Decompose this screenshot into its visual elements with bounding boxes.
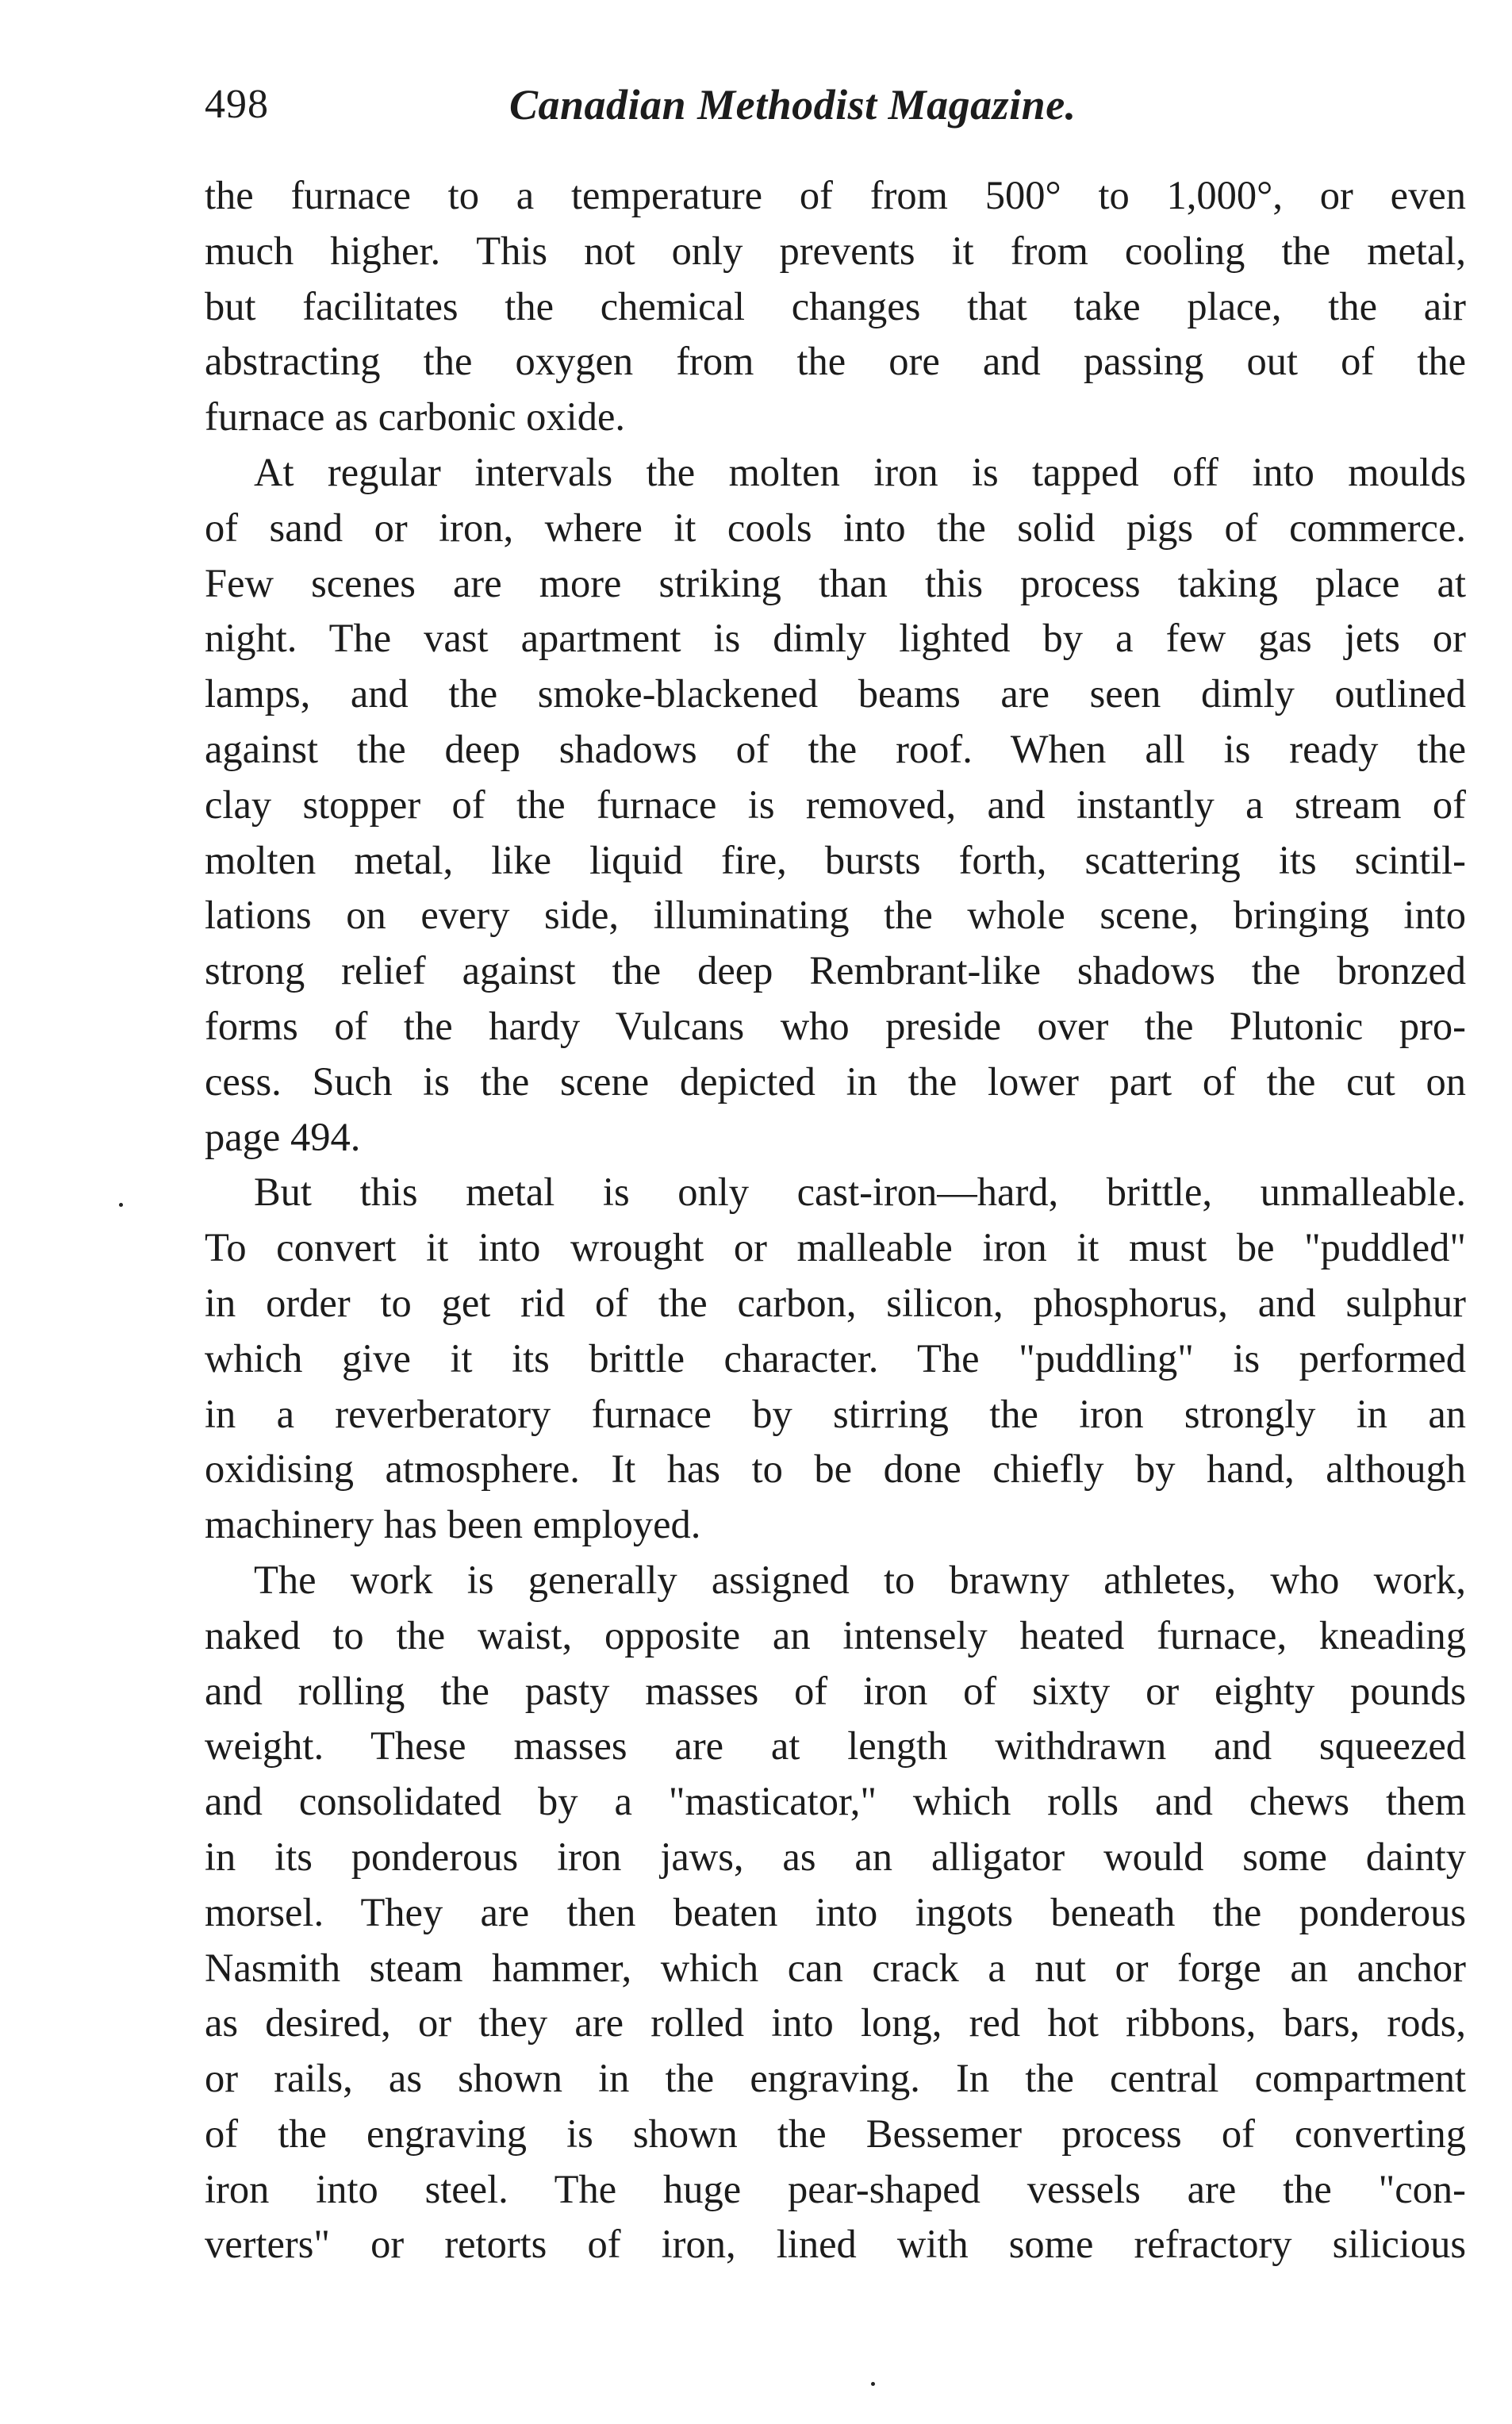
text-line: But this metal is only cast-iron—hard, brittle, unmalleable. <box>254 1170 1466 1215</box>
text-line: against the deep shadows of the roof. When all is ready the <box>205 726 1466 771</box>
text-line: abstracting the oxygen from the ore and passing out of the <box>205 339 1466 384</box>
text-line: molten metal, like liquid fire, bursts forth, scattering its scintil- <box>205 837 1466 882</box>
page-header <box>205 73 1466 136</box>
text-line: furnace as carbonic oxide. <box>205 394 625 440</box>
text-line: in order to get rid of the carbon, silicon, phosphorus, and sulphur <box>205 1280 1466 1325</box>
text-line: morsel. They are then beaten into ingots beneath the ponderous <box>205 1889 1466 1934</box>
text-line: which give it its brittle character. The "puddling" is performed <box>205 1335 1466 1381</box>
text-line: Few scenes are more striking than this process taking place at <box>205 560 1466 605</box>
running-title: Canadian Methodist Magazine. <box>509 81 1076 129</box>
paragraph-furnace-temperature <box>205 168 1466 445</box>
text-line: forms of the hardy Vulcans who preside over the Plutonic pro- <box>205 1003 1466 1048</box>
text-line: cess. Such is the scene depicted in the lower part of the cut on <box>205 1058 1466 1104</box>
paragraph-brawny-athletes <box>205 1553 1466 2272</box>
article-body <box>205 168 1466 2272</box>
page-number: 498 <box>205 82 269 127</box>
text-line: strong relief against the deep Rembrant-like shadows the bronzed <box>205 948 1466 993</box>
text-line: lamps, and the smoke-blackened beams are seen dimly outlined <box>205 671 1466 716</box>
text-line: of sand or iron, where it cools into the solid pigs of commerce. <box>205 505 1466 550</box>
text-line: in a reverberatory furnace by stirring the iron strongly in an <box>205 1391 1466 1436</box>
paragraph-tapping-molten-iron <box>205 445 1466 1165</box>
text-line: clay stopper of the furnace is removed, and instantly a stream of <box>205 782 1466 827</box>
text-line: At regular intervals the molten iron is tapped off into moulds <box>254 449 1466 494</box>
text-line: and consolidated by a "masticator," which rolls and chews them <box>205 1779 1466 1824</box>
text-line: naked to the waist, opposite an intensely heated furnace, kneading <box>205 1612 1466 1658</box>
text-line: in its ponderous iron jaws, as an alligator would some dainty <box>205 1834 1466 1879</box>
text-line: lations on every side, illuminating the whole scene, bringing into <box>205 893 1466 938</box>
text-line: the furnace to a temperature of from 500° to 1,000°, or even <box>205 173 1466 217</box>
text-line: as desired, or they are rolled into long, red hot ribbons, bars, rods, <box>205 2000 1466 2046</box>
print-speck <box>871 2382 875 2386</box>
paragraph-puddling <box>205 1165 1466 1553</box>
text-line: To convert it into wrought or malleable iron it must be "puddled" <box>205 1225 1466 1270</box>
text-line: page 494. <box>205 1114 361 1159</box>
text-line: Nasmith steam hammer, which can crack a nut or forge an anchor <box>205 1945 1466 1990</box>
text-line: of the engraving is shown the Bessemer process of converting <box>205 2111 1466 2156</box>
text-line: iron into steel. The huge pear-shaped vessels are the "con- <box>205 2166 1466 2211</box>
text-line: verters" or retorts of iron, lined with some refractory silicious <box>205 2222 1466 2267</box>
text-line: The work is generally assigned to brawny athletes, who work, <box>254 1557 1466 1602</box>
print-speck <box>119 1203 123 1207</box>
text-line: but facilitates the chemical changes that take place, the air <box>205 283 1466 328</box>
text-line: night. The vast apartment is dimly lighted by a few gas jets or <box>205 616 1466 661</box>
text-line: oxidising atmosphere. It has to be done chiefly by hand, although <box>205 1446 1466 1492</box>
text-line: much higher. This not only prevents it from cooling the metal, <box>205 228 1466 273</box>
text-line: weight. These masses are at length withdrawn and squeezed <box>205 1723 1466 1769</box>
text-line: or rails, as shown in the engraving. In the central compartment <box>205 2056 1466 2101</box>
text-line: and rolling the pasty masses of iron of sixty or eighty pounds <box>205 1668 1466 1713</box>
text-line: machinery has been employed. <box>205 1502 701 1547</box>
